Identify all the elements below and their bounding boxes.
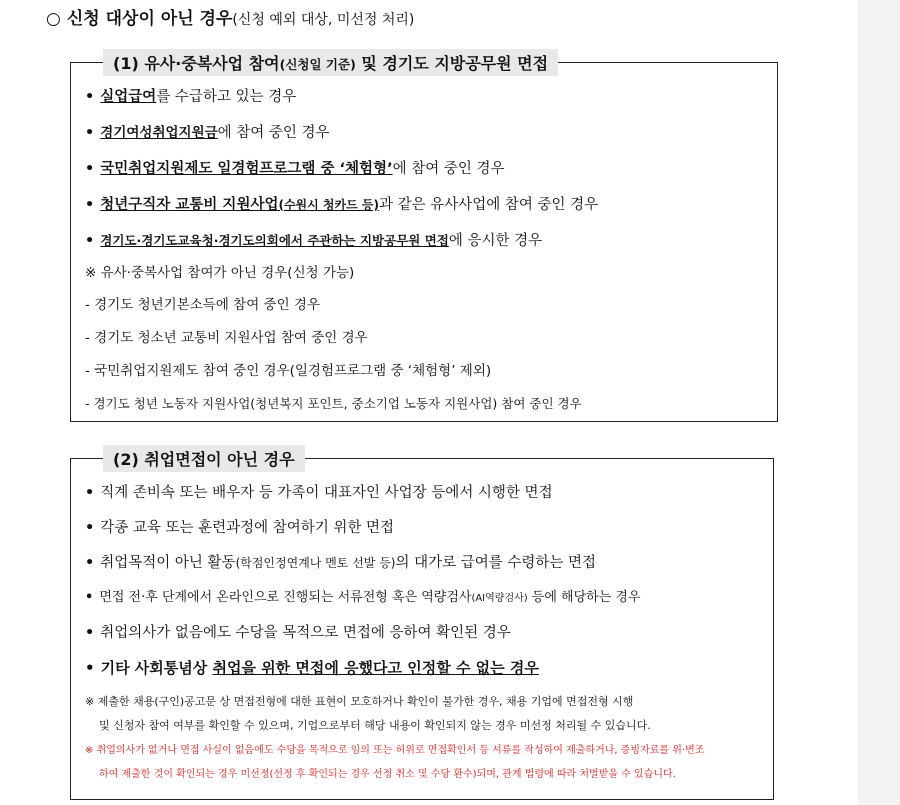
item-bold: 국민취업지원제도 일경험프로그램 중 ‘체험형’ — [100, 161, 393, 177]
item-text: 과 같은 유사사업에 참여 중인 경우 — [378, 197, 599, 213]
item-bold: 기타 사회통념상 — [100, 659, 213, 677]
item-bold: 청년구직자 교통비 지원사업 — [100, 197, 279, 213]
item-text: 에 참여 중인 경우 — [217, 125, 330, 141]
dash-item: - 경기도 청년기본소득에 참여 중인 경우 — [85, 297, 320, 313]
note-line: ※ 유사·중복사업 참여가 아닌 경우(신청 가능) — [85, 265, 355, 281]
dash-item: - 경기도 청소년 교통비 지원사업 참여 중인 경우 — [85, 330, 368, 346]
bullet-icon: • — [85, 161, 95, 177]
bullet-icon: • — [85, 555, 95, 571]
bullet-icon: • — [85, 125, 95, 141]
section1-title-rest: 및 경기도 지방공무원 면접 — [355, 54, 549, 73]
heading-symbol: ○ — [46, 9, 61, 29]
section1-title-small: (신청일 기준) — [279, 57, 356, 72]
item-text: 면접 전·후 단계에서 온라인으로 진행되는 서류전형 혹은 역량검사 — [99, 590, 472, 605]
item-text: 등에 해당하는 경우 — [527, 590, 641, 605]
item-text: 에 응시한 경우 — [448, 233, 543, 249]
item-text: 취업목적이 아닌 활동 — [100, 555, 236, 571]
list-item — [85, 658, 539, 678]
heading-title: 신청 대상이 아닌 경우 — [66, 9, 233, 29]
right-sidebar — [858, 0, 900, 805]
list-item — [85, 518, 394, 538]
section1-title-main: (1) 유사·중복사업 참여 — [113, 54, 280, 73]
list-item — [85, 483, 553, 503]
list-item — [85, 159, 504, 179]
bullet-icon: • — [85, 89, 95, 105]
heading-subtitle: (신청 예외 대상, 미선정 처리) — [232, 12, 415, 28]
list-item — [85, 87, 296, 107]
section-heading — [46, 4, 414, 29]
item-text: 의 대가로 급여를 수령하는 면접 — [395, 555, 597, 571]
list-item — [85, 588, 641, 609]
item-text: 직계 존비속 또는 배우자 등 가족이 대표자인 사업장 등에서 시행한 면접 — [100, 485, 553, 501]
item-text: 를 수급하고 있는 경우 — [156, 89, 297, 105]
bullet-icon: • — [85, 659, 95, 677]
item-small: (AI역량검사) — [471, 593, 528, 604]
bullet-icon: • — [85, 233, 95, 249]
warning-line: 하여 제출한 것이 확인되는 경우 미선정(선정 후 확인되는 경우 선정 취소 및 수당 환수)되며, 관계 법령에 따라 처벌받을 수 있습니다. — [99, 769, 676, 780]
section1-box — [70, 54, 778, 422]
item-underlined: 취업을 위한 면접에 응했다고 인정할 수 없는 경우 — [212, 659, 539, 677]
item-bold: 경기여성취업지원금 — [100, 125, 218, 141]
list-item — [85, 123, 330, 143]
bullet-icon: • — [85, 197, 95, 213]
list-item — [85, 623, 511, 643]
warning-line: ※ 취업의사가 없거나 면접 사실이 없음에도 수당을 목적으로 임의 또는 허위로 면접확인서 등 서류를 작성하여 제출하거나, 증빙자료를 위·변조 — [85, 745, 705, 756]
item-small: (수원시 청카드 등) — [278, 198, 379, 212]
bullet-icon: • — [85, 590, 94, 605]
note-line: 및 신청자 참여 여부를 확인할 수 있으며, 기업으로부터 해당 내용이 확인되지 않는 경우 미선정 처리될 수 있습니다. — [99, 719, 651, 732]
bullet-icon: • — [85, 520, 95, 536]
item-text: 취업의사가 없음에도 수당을 목적으로 면접에 응하여 확인된 경우 — [100, 625, 511, 641]
bullet-icon: • — [85, 625, 95, 641]
section1-title — [103, 49, 558, 76]
list-item — [85, 231, 542, 251]
list-item — [85, 195, 598, 215]
list-item — [85, 553, 596, 573]
dash-item: - 국민취업지원제도 참여 중인 경우(일경험프로그램 중 ‘체험형’ 제외) — [85, 363, 492, 379]
bullet-icon: • — [85, 485, 95, 501]
section2-box — [70, 450, 774, 800]
note-line: ※ 제출한 채용(구인)공고문 상 면접전형에 대한 표현이 모호하거나 확인이 불가한 경우, 채용 기업에 면접전형 시행 — [85, 695, 634, 708]
item-bold: 경기도·경기도교육청·경기도의회에서 주관하는 지방공무원 면접 — [100, 233, 449, 248]
item-bold: 실업급여 — [100, 89, 157, 105]
section2-title: (2) 취업면접이 아닌 경우 — [103, 445, 305, 472]
item-small: (학점인정연계나 멘토 선발 등) — [235, 556, 396, 570]
dash-item: - 경기도 청년 노동자 지원사업(청년복지 포인트, 중소기업 노동자 지원사업) 참여 중인 경우 — [85, 396, 582, 411]
item-text: 각종 교육 또는 훈련과정에 참여하기 위한 면접 — [100, 520, 395, 536]
item-text: 에 참여 중인 경우 — [392, 161, 505, 177]
